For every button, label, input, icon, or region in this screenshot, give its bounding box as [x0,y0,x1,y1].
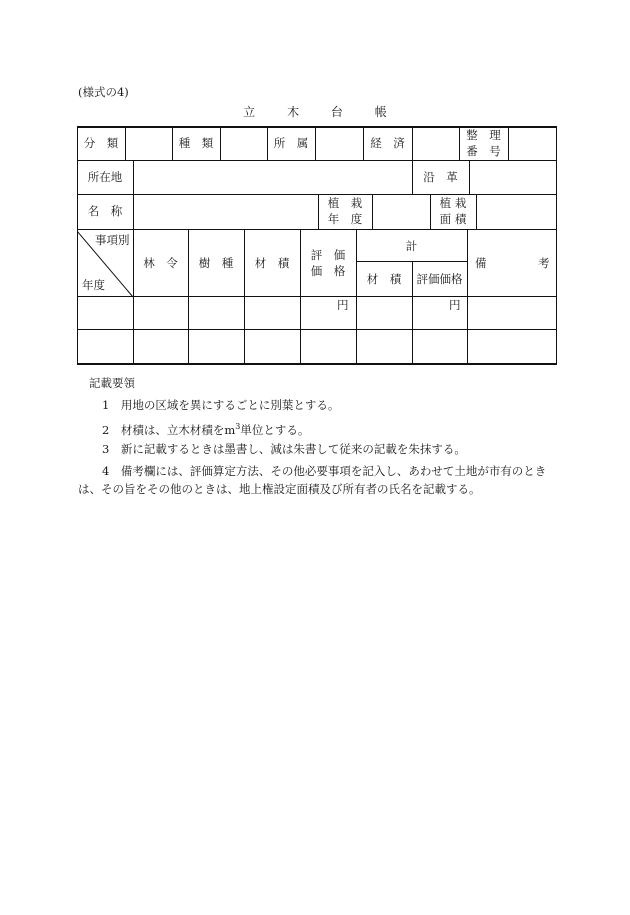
title-char: 帳 [374,105,387,119]
label-shokusai-nendo: 年 度 [327,212,363,226]
table-rule [469,160,470,194]
note-item-4-cont: は、その旨をその他のときは、地上権設定面積及び所有者の氏名を記載する。 [78,482,481,496]
note-item-3: 3 新に記載するときは墨書し、減は朱書して従来の記載を朱抹する。 [102,442,466,456]
table-rule [315,127,316,160]
table-rule [467,229,468,363]
label-hyoka: 評 価 [310,248,346,262]
table-rule [412,127,413,160]
label-rinrei: 林 令 [143,256,178,270]
table-rule [77,329,557,330]
label-shurui: 種 類 [178,136,214,150]
label-nendo: 年度 [82,278,105,292]
title-char: 立 [243,105,256,119]
table-rule [77,160,557,161]
label-enkaku: 沿 革 [423,170,458,184]
title-char: 台 [330,105,343,119]
label-biko-1: 備 [475,256,487,270]
note-item-2 [102,419,309,438]
label-shozoku: 所 属 [273,136,309,150]
notes-heading: 記載要領 [89,376,135,390]
form-title [0,103,630,120]
label-shokusai-2: 植 栽 [439,196,467,210]
table-rule [244,229,245,363]
label-meisho: 名 称 [87,204,123,218]
label-shozaichi: 所在地 [87,170,123,184]
label-shokusai: 植 栽 [327,196,363,210]
title-char: 木 [287,105,300,119]
label-biko-2: 考 [538,256,550,270]
label-bango: 番 号 [466,144,501,158]
note-item-2-text: 2 材積は、立木材積を [102,422,225,437]
table-rule [133,160,134,194]
label-zaiseki: 材 積 [254,256,290,270]
label-jikobetsu: 事項別 [95,233,130,247]
note-item-1: 1 用地の区域を異にするごとに別葉とする。 [102,398,340,412]
label-kei: 計 [405,239,418,253]
label-bunrui: 分 類 [83,136,119,150]
label-jushu: 樹 種 [198,256,234,270]
table-rule [77,229,557,230]
label-menseki: 面 積 [439,212,467,226]
table-rule [77,194,557,195]
unit-cubic-meter: $m^3$ [224,422,241,437]
table-rule [476,194,477,229]
table-border-right [556,127,557,364]
note-item-2-tail: 単位とする。 [240,422,310,437]
label-kei-zaiseki: 材 積 [366,272,402,286]
label-kei-hyoka-kakaku: 評価価格 [416,272,463,286]
table-rule [188,229,189,363]
table-rule [220,127,221,160]
label-keizai: 経 済 [370,136,405,150]
label-seiri: 整 理 [466,128,501,142]
table-rule [372,194,373,229]
note-item-4: 4 備考欄には、評価算定方法、その他必要事項を記入し、あわせて土地が市有のとき [102,464,547,478]
unit-yen-kei: 円 [449,298,461,312]
unit-yen-hyoka: 円 [337,298,349,312]
label-kakaku: 価 格 [310,264,346,278]
table-border-bottom [77,363,557,365]
table-rule [77,296,557,297]
table-rule [508,127,509,160]
table-rule [133,194,134,229]
form-number: (様式の4) [78,85,129,99]
table-rule [125,127,126,160]
